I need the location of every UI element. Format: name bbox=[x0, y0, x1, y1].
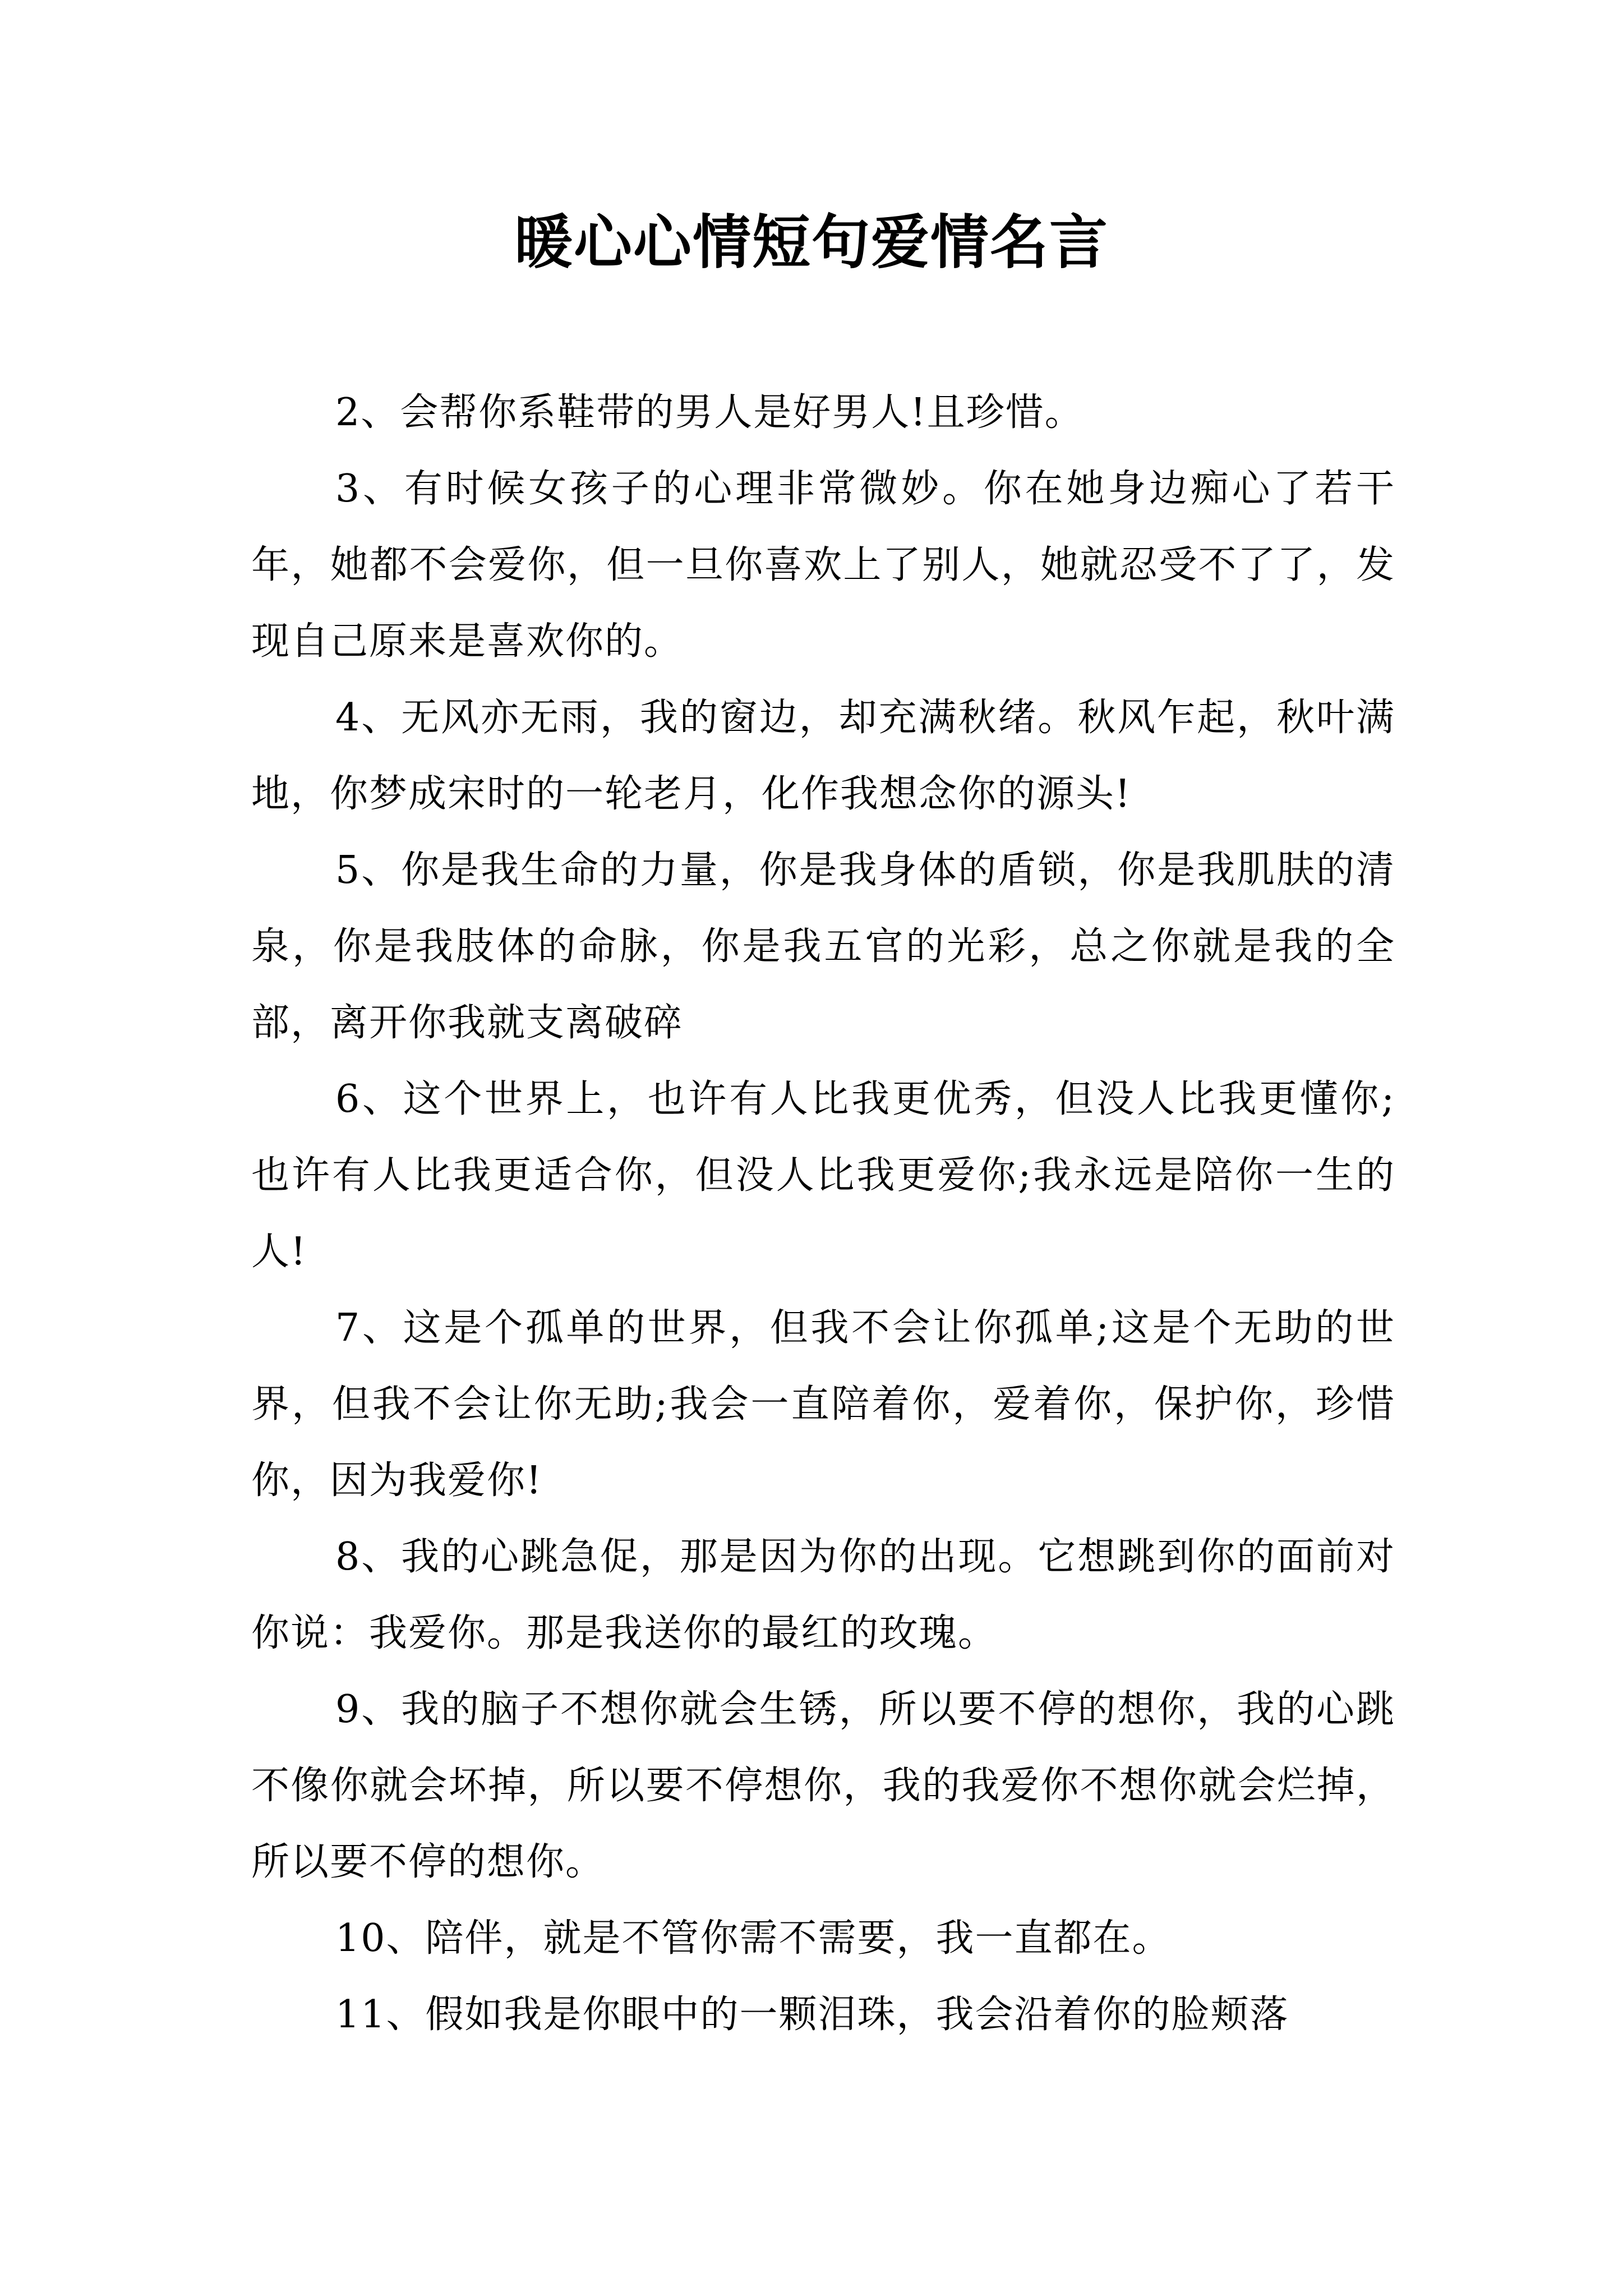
paragraph-11: 11、假如我是你眼中的一颗泪珠，我会沿着你的脸颊落 bbox=[335, 1993, 1289, 2037]
paragraph-5: 5、你是我生命的力量，你是我身体的盾锁，你是我肌肤的清泉，你是我肢体的命脉，你是我五官的光彩，总之你就是我的全部，离开你我就支离破碎 bbox=[251, 848, 1395, 1045]
document-title: 暖心心情短句爱情名言 bbox=[514, 208, 1109, 277]
paragraph-8: 8、我的心跳急促，那是因为你的出现。它想跳到你的面前对你说：我爱你。那是我送你的最红的玫瑰。 bbox=[251, 1535, 1395, 1655]
paragraph-3: 3、有时候女孩子的心理非常微妙。你在她身边痴心了若干年，她都不会爱你，但一旦你喜欢上了别人，她就忍受不了了，发现自己原来是喜欢你的。 bbox=[251, 467, 1395, 664]
paragraph-10: 10、陪伴，就是不管你需不需要，我一直都在。 bbox=[335, 1916, 1172, 1961]
paragraph-9: 9、我的脑子不想你就会生锈，所以要不停的想你，我的心跳不像你就会坏掉，所以要不停想你，我的我爱你不想你就会烂掉，所以要不停的想你。 bbox=[251, 1687, 1395, 1884]
paragraph-4: 4、无风亦无雨，我的窗边，却充满秋绪。秋风乍起，秋叶满地，你梦成宋时的一轮老月，化作我想念你的源头! bbox=[251, 696, 1395, 816]
paragraph-7: 7、这是个孤单的世界，但我不会让你孤单;这是个无助的世界，但我不会让你无助;我会一直陪着你，爱着你，保护你，珍惜你，因为我爱你! bbox=[251, 1306, 1395, 1503]
paragraph-6: 6、这个世界上，也许有人比我更优秀，但没人比我更懂你;也许有人比我更适合你，但没人比我更爱你;我永远是陪你一生的人! bbox=[251, 1077, 1395, 1274]
paragraph-2: 2、会帮你系鞋带的男人是好男人!且珍惜。 bbox=[335, 390, 1084, 435]
document-body bbox=[251, 375, 1395, 2053]
